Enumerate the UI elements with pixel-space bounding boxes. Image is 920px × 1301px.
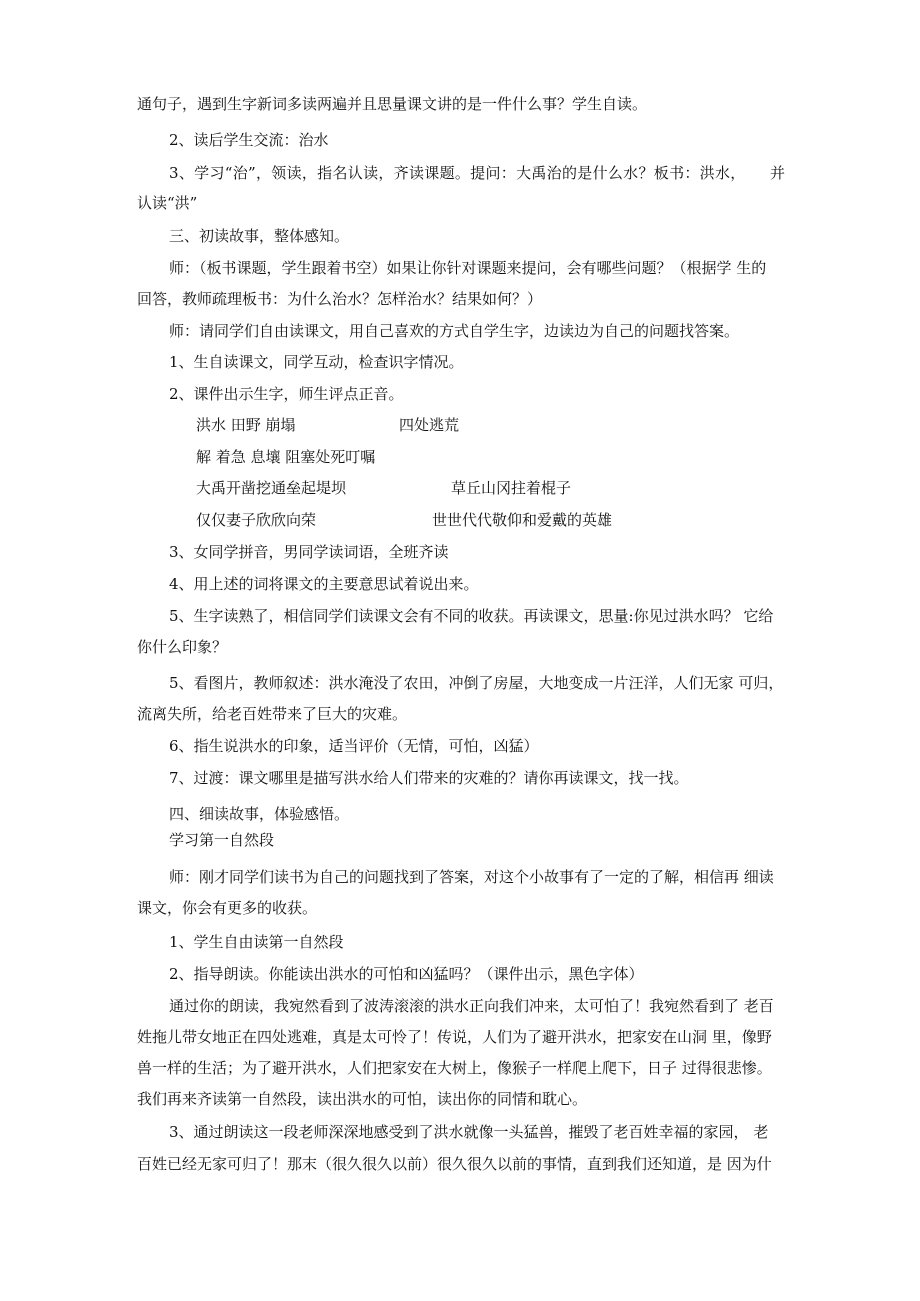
paragraph-line: 课文，你会有更多的收获。: [137, 899, 318, 917]
paragraph-line: 兽一样的生活；为了避开洪水，人们把家安在大树上，像猴子一样爬上爬下，日子 过得很悲惨。: [137, 1059, 772, 1077]
paragraph-line: 通句子，遇到生字新词多读两遍并且思量课文讲的是一件什么事？学生自读。: [137, 95, 648, 113]
section-heading: 三、初读故事，整体感知。: [169, 227, 350, 245]
word-list-item: 仅仅妻子欣欣向荣: [196, 511, 317, 529]
paragraph-line: 我们再来齐读第一自然段，读出洪水的可怕，读出你的同情和耽心。: [137, 1090, 588, 1108]
paragraph-line: 2、读后学生交流：治水: [169, 131, 329, 149]
paragraph-line: 认读“洪”: [137, 194, 198, 212]
paragraph-line: 并: [770, 164, 786, 182]
word-list-item: 四处逃荒: [399, 416, 460, 434]
paragraph-line: 7、过渡：课文哪里是描写洪水给人们带来的灾难的？请你再读课文，找一找。: [169, 769, 689, 787]
word-list-item: 世世代代敬仰和爱戴的英雄: [432, 511, 613, 529]
paragraph-line: 5、看图片，教师叙述：洪水淹没了农田，冲倒了房屋，大地变成一片汪洋，人们无家 可归，: [169, 674, 784, 692]
paragraph-line: 5、生字读熟了，相信同学们读课文会有不同的收获。再读课文，思量:你见过洪水吗？ 它给: [169, 607, 774, 625]
paragraph-line: 3、通过朗读这一段老师深深地感受到了洪水就像一头猛兽，摧毁了老百姓幸福的家园， 老: [169, 1123, 769, 1141]
sub-heading: 学习第一自然段: [169, 831, 275, 849]
paragraph-line: 3、学习“治”，领读，指名认读，齐读课题。提问：大禹治的是什么水？板书：洪水，: [169, 164, 746, 182]
paragraph-line: 4、用上述的词将课文的主要意思试着说出来。: [169, 575, 479, 593]
paragraph-line: 2、课件出示生字，师生评点正音。: [169, 385, 404, 403]
paragraph-line: 回答，教师疏理板书：为什么治水？怎样治水？结果如何？）: [137, 290, 543, 308]
paragraph-line: 你什么印象？: [137, 638, 228, 656]
paragraph-line: 师：请同学们自由读课文，用自己喜欢的方式自学生字，边读边为自己的问题找答案。: [169, 322, 740, 340]
paragraph-line: 6、指生说洪水的印象，适当评价（无情，可怕，凶猛）: [169, 737, 539, 755]
paragraph-line: 师：（板书课题，学生跟着书空）如果让你针对课题来提问，会有哪些问题？（根据学 生的: [169, 259, 767, 277]
paragraph-line: 2、指导朗读。你能读出洪水的可怕和凶猛吗？（课件出示，黑色字体）: [169, 965, 644, 983]
word-list-item: 草丘山冈拄着棍子: [451, 479, 572, 497]
paragraph-line: 通过你的朗读，我宛然看到了波涛滚滚的洪水正向我们冲来，太可怕了！我宛然看到了 老百: [169, 997, 774, 1015]
paragraph-line: 流离失所，给老百姓带来了巨大的灾难。: [137, 705, 408, 723]
word-list-item: 解 着急 息壤 阻塞处死叮嘱: [196, 448, 376, 466]
paragraph-line: 3、女同学拼音，男同学读词语，全班齐读: [169, 543, 449, 561]
paragraph-line: 百姓已经无家可归了！那末（很久很久以前）很久很久以前的事情，直到我们还知道，是 因为什: [137, 1155, 772, 1173]
paragraph-line: 师：刚才同学们读书为自己的问题找到了答案，对这个小故事有了一定的了解，相信再 细读: [169, 868, 774, 886]
paragraph-line: 1、学生自由读第一自然段: [169, 933, 344, 951]
word-list-item: 洪水 田野 崩塌: [196, 416, 296, 434]
word-list-item: 大禹开凿挖通垒起堤坝: [196, 479, 347, 497]
section-heading: 四、细读故事，体验感悟。: [169, 805, 350, 823]
paragraph-line: 1、生自读课文，同学互动，检查识字情况。: [169, 353, 464, 371]
paragraph-line: 姓拖儿带女地正在四处逃难，真是太可怜了！传说，人们为了避开洪水，把家安在山洞 里，像野: [137, 1028, 772, 1046]
